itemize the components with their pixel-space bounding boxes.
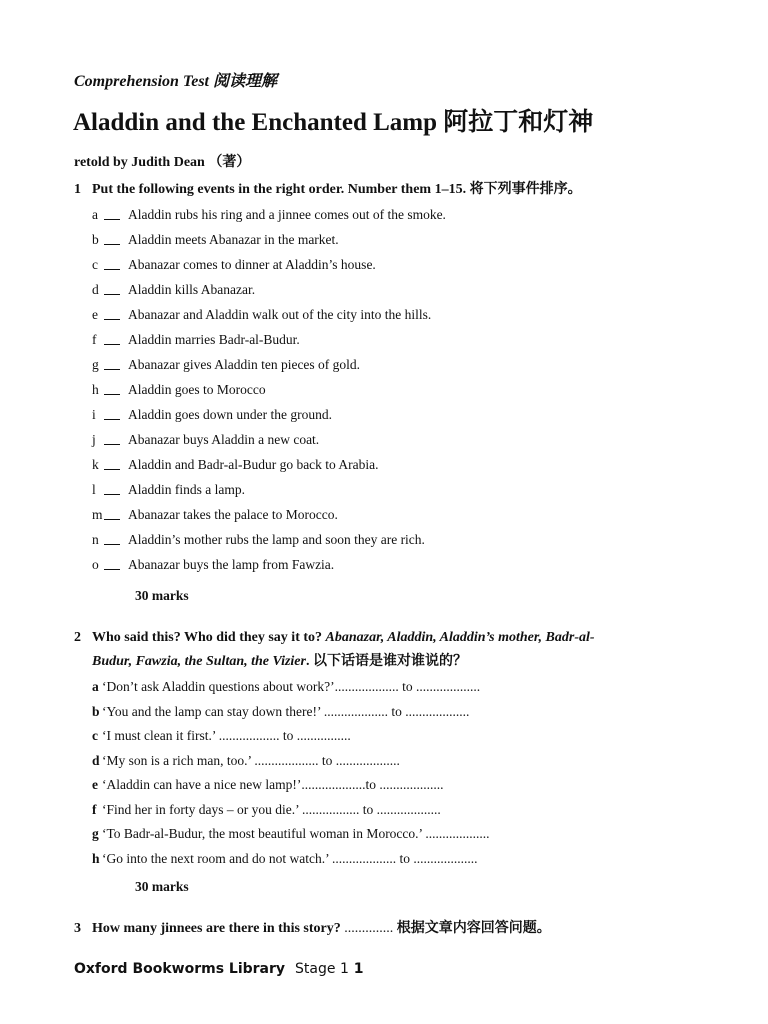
item-letter: g — [92, 357, 99, 372]
list-item — [92, 502, 446, 527]
question-3-text: How many jinnees are there in this story? — [92, 921, 341, 936]
footer — [74, 961, 363, 977]
order-number-blank[interactable] — [104, 530, 120, 545]
order-number-blank[interactable] — [104, 430, 120, 445]
list-item — [92, 749, 490, 774]
item-text: Abanazar and Aladdin walk out of the city into the hills. — [128, 307, 432, 322]
list-item — [92, 452, 446, 477]
item-text: Aladdin marries Badr-al-Budur. — [128, 332, 300, 347]
order-number-blank[interactable] — [104, 280, 120, 295]
item-text: Abanazar buys Aladdin a new coat. — [128, 432, 320, 447]
item-text: Abanazar buys the lamp from Fawzia. — [128, 557, 335, 572]
order-number-blank[interactable] — [104, 455, 120, 470]
item-text: ‘Find her in forty days – or you die.’ ................. to ................... — [102, 801, 441, 817]
item-text: ‘Go into the next room and do not watch.’ ................... to ................... — [102, 850, 478, 866]
question-1 — [74, 178, 582, 202]
item-letter: e — [92, 777, 98, 792]
item-text: Aladdin finds a lamp. — [128, 482, 245, 497]
item-letter: f — [92, 332, 97, 347]
list-item — [92, 822, 490, 847]
item-letter: k — [92, 457, 99, 472]
list-item — [92, 302, 446, 327]
list-item — [92, 352, 446, 377]
item-letter: o — [92, 557, 99, 572]
item-letter: g — [92, 826, 99, 841]
question-3 — [74, 917, 551, 941]
question-3-chinese: 根据文章内容回答问题。 — [396, 921, 551, 936]
item-letter: j — [92, 432, 96, 447]
item-letter: d — [92, 282, 99, 297]
item-text: Aladdin rubs his ring and a jinnee comes out of the smoke. — [128, 207, 446, 222]
item-text: ‘I must clean it first.’ .................. to ................ — [102, 728, 351, 743]
list-item — [92, 402, 446, 427]
item-letter: f — [92, 801, 97, 817]
item-letter: i — [92, 407, 96, 422]
item-letter: l — [92, 482, 96, 497]
list-item — [92, 724, 490, 749]
item-text: Aladdin’s mother rubs the lamp and soon they are rich. — [128, 532, 425, 547]
question-number: 1 — [74, 182, 81, 197]
question-2-marks: 30 marks — [135, 879, 189, 894]
list-item — [92, 798, 490, 823]
series-name: Oxford Bookworms Library — [74, 961, 286, 977]
page-title: Aladdin and the Enchanted Lamp 阿拉丁和灯神 — [73, 109, 594, 136]
order-number-blank[interactable] — [104, 480, 120, 495]
list-item — [92, 327, 446, 352]
order-number-blank[interactable] — [104, 405, 120, 420]
list-item — [92, 202, 446, 227]
order-number-blank[interactable] — [104, 330, 120, 345]
list-item — [92, 675, 490, 700]
item-text: ‘Don’t ask Aladdin questions about work?’................... to ................... — [102, 679, 481, 694]
item-text: ‘My son is a rich man, too.’ ................... to ................... — [102, 752, 400, 768]
question-2-tail: . 以下话语是谁对谁说的？ — [305, 654, 467, 669]
question-2-lead: Who said this? Who did they say it to? — [92, 630, 326, 645]
item-text: Aladdin kills Abanazar. — [128, 282, 256, 297]
question-2-list — [92, 675, 490, 871]
list-item — [92, 427, 446, 452]
question-1-marks: 30 marks — [135, 588, 189, 603]
order-number-blank[interactable] — [104, 555, 120, 570]
list-item — [92, 773, 490, 798]
order-number-blank[interactable] — [104, 505, 120, 520]
order-number-blank[interactable] — [104, 230, 120, 245]
order-number-blank[interactable] — [104, 355, 120, 370]
list-item — [92, 700, 490, 725]
item-letter: h — [92, 382, 99, 397]
item-text: Aladdin goes down under the ground. — [128, 407, 332, 422]
question-2 — [74, 626, 694, 674]
item-text: ‘You and the lamp can stay down there!’ ................... to ................... — [102, 703, 470, 719]
question-1-list — [92, 202, 446, 577]
list-item — [92, 277, 446, 302]
stage-label: Stage 1 — [295, 961, 349, 977]
order-number-blank[interactable] — [104, 205, 120, 220]
item-letter: e — [92, 307, 98, 322]
order-number-blank[interactable] — [104, 380, 120, 395]
item-text: Abanazar comes to dinner at Aladdin’s house. — [128, 257, 376, 272]
item-letter: a — [92, 679, 99, 694]
order-number-blank[interactable] — [104, 305, 120, 320]
list-item — [92, 527, 446, 552]
item-letter: b — [92, 703, 100, 719]
list-item — [92, 552, 446, 577]
question-number: 2 — [74, 630, 81, 645]
question-1-text: Put the following events in the right order. Number them 1–15. 将下列事件排序。 — [92, 182, 582, 197]
item-text: Aladdin goes to Morocco — [128, 382, 266, 397]
item-text: Abanazar takes the palace to Morocco. — [128, 507, 338, 522]
question-2-names-cont: Budur, Fawzia, the Sultan, the Vizier — [92, 654, 306, 669]
item-letter: b — [92, 232, 99, 247]
list-item — [92, 252, 446, 277]
item-letter: c — [92, 257, 98, 272]
order-number-blank[interactable] — [104, 255, 120, 270]
item-text: Abanazar gives Aladdin ten pieces of gold. — [128, 357, 361, 372]
page-number: 1 — [353, 961, 364, 977]
item-letter: c — [92, 728, 98, 743]
author-line: retold by Judith Dean （著） — [74, 155, 251, 170]
section-subtitle: Comprehension Test 阅读理解 — [74, 73, 277, 90]
item-text: Aladdin and Badr-al-Budur go back to Arabia. — [128, 457, 379, 472]
item-letter: n — [92, 532, 99, 547]
list-item — [92, 227, 446, 252]
item-letter: a — [92, 207, 98, 222]
item-letter: d — [92, 752, 100, 768]
item-letter: h — [92, 850, 100, 866]
list-item — [92, 847, 490, 872]
item-text: ‘To Badr-al-Budur, the most beautiful woman in Morocco.’ ................... — [102, 826, 490, 841]
question-number: 3 — [74, 921, 81, 936]
list-item — [92, 377, 446, 402]
item-letter: m — [92, 507, 103, 522]
list-item — [92, 477, 446, 502]
answer-blank[interactable]: .............. — [344, 921, 394, 936]
item-text: Aladdin meets Abanazar in the market. — [128, 232, 339, 247]
question-2-names: Abanazar, Aladdin, Aladdin’s mother, Badr-al- — [325, 630, 595, 645]
item-text: ‘Aladdin can have a nice new lamp!’...................to ................... — [102, 777, 444, 792]
